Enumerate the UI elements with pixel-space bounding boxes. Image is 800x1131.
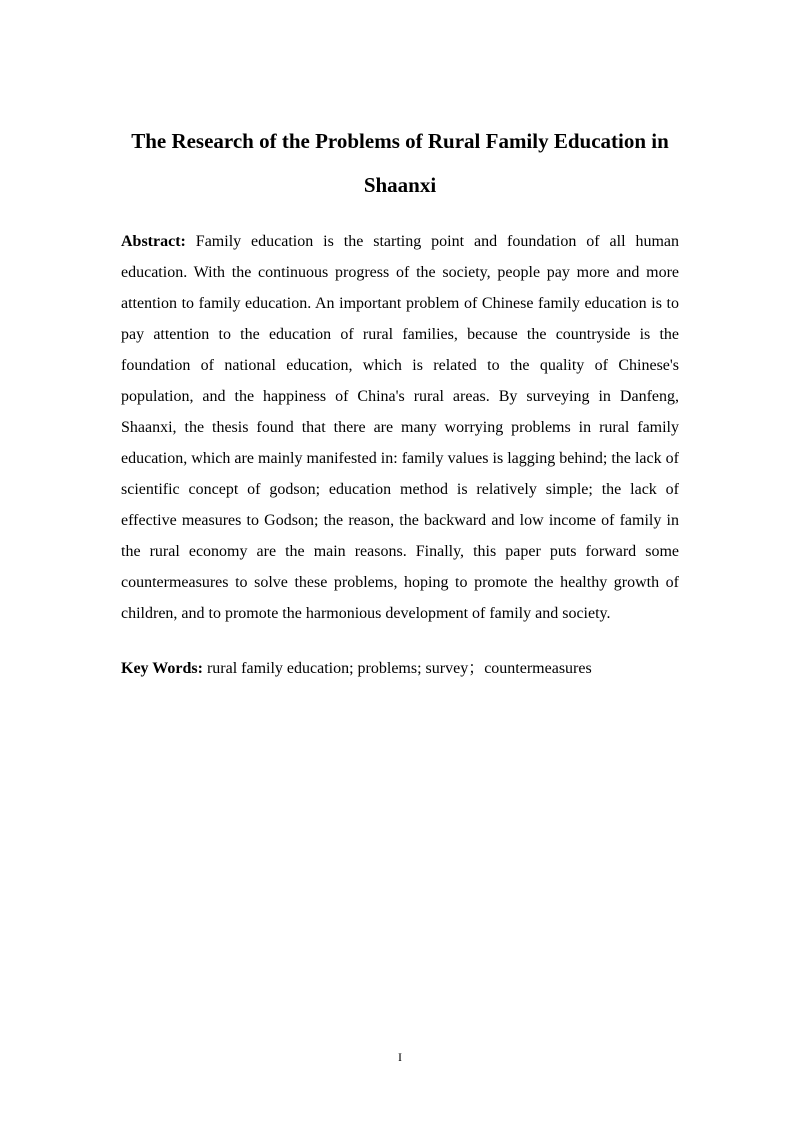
abstract-text: Family education is the starting point and foundation of all human education. With the continuous progress of the society, people pay more and more attention to family education. An important problem of Chinese family education is to pay attention to the education of rural families, because the countryside is the foundation of national education, which is related to the quality of Chinese's population, and the happiness of China's rural areas. By surveying in Danfeng, Shaanxi, the thesis found that there are many worrying problems in rural family education, which are mainly manifested in: family values is lagging behind; the lack of scientific concept of godson; education method is relatively simple; the lack of effective measures to Godson; the reason, the backward and low income of family in the rural economy are the main reasons. Finally, this paper puts forward some countermeasures to solve these problems, hoping to promote the healthy growth of children, and to promote the harmonious development of family and society. [121,233,679,622]
paper-title-line-1: The Research of the Problems of Rural Family Education in [131,129,669,153]
keywords-line [121,656,679,682]
paper-title-line-2: Shaanxi [363,173,437,197]
abstract-paragraph [121,226,679,629]
keywords-label: Key Words: [121,660,207,677]
abstract-label: Abstract: [121,233,196,250]
keywords-text: rural family education; problems; survey；countermeasures [206,660,592,677]
page-number: I [398,1050,402,1064]
